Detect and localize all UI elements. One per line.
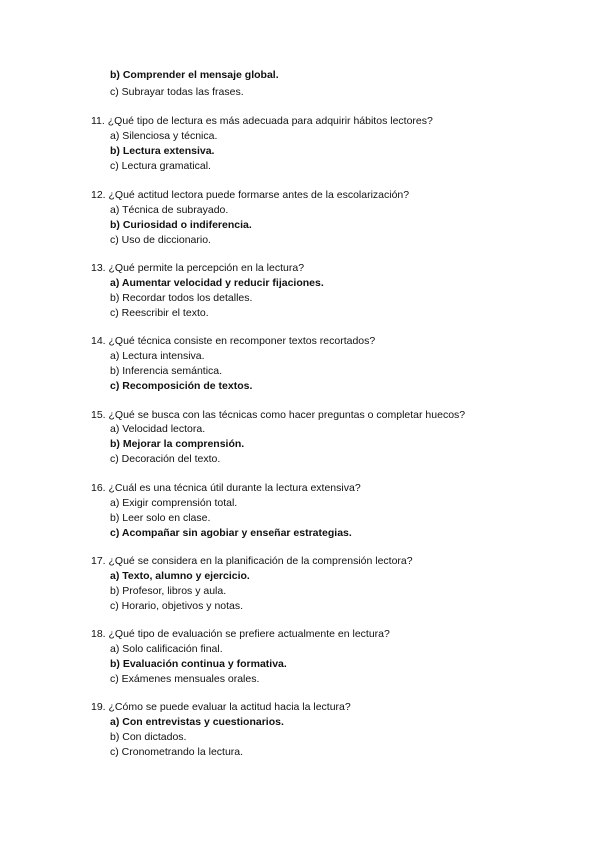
intro-option-c: c) Subrayar todas las frases.: [110, 86, 244, 98]
question-13-option-c: c) Reescribir el texto.: [110, 307, 209, 319]
question-12: 12. ¿Qué actitud lectora puede formarse antes de la escolarización?: [91, 189, 410, 201]
question-12-option-a: a) Técnica de subrayado.: [110, 204, 229, 216]
question-15: 15. ¿Qué se busca con las técnicas como hacer preguntas o completar huecos?: [91, 409, 466, 421]
question-12-option-b: b) Curiosidad o indiferencia.: [110, 219, 252, 231]
question-18-option-b: b) Evaluación continua y formativa.: [110, 658, 287, 670]
question-13-option-a: a) Aumentar velocidad y reducir fijaciones.: [110, 277, 324, 289]
question-11: 11. ¿Qué tipo de lectura es más adecuada para adquirir hábitos lectores?: [91, 115, 433, 127]
question-19-option-a: a) Con entrevistas y cuestionarios.: [110, 716, 284, 728]
question-13: 13. ¿Qué permite la percepción en la lectura?: [91, 262, 305, 274]
question-14-option-a: a) Lectura intensiva.: [110, 350, 205, 362]
intro-option-b: b) Comprender el mensaje global.: [110, 69, 279, 81]
question-19-option-c: c) Cronometrando la lectura.: [110, 746, 244, 758]
question-16: 16. ¿Cuál es una técnica útil durante la lectura extensiva?: [91, 482, 361, 494]
question-17: 17. ¿Qué se considera en la planificación de la comprensión lectora?: [91, 555, 413, 567]
question-11-option-b: b) Lectura extensiva.: [110, 145, 215, 157]
question-11-option-c: c) Lectura gramatical.: [110, 160, 211, 172]
question-14-option-c: c) Recomposición de textos.: [110, 380, 253, 392]
question-17-option-c: c) Horario, objetivos y notas.: [110, 600, 244, 612]
question-18-option-c: c) Exámenes mensuales orales.: [110, 673, 260, 685]
question-16-option-a: a) Exigir comprensión total.: [110, 497, 238, 509]
question-16-option-b: b) Leer solo en clase.: [110, 512, 211, 524]
question-14-option-b: b) Inferencia semántica.: [110, 365, 223, 377]
question-13-option-b: b) Recordar todos los detalles.: [110, 292, 253, 304]
question-11-option-a: a) Silenciosa y técnica.: [110, 130, 218, 142]
question-15-option-a: a) Velocidad lectora.: [110, 423, 206, 435]
question-17-option-a: a) Texto, alumno y ejercicio.: [110, 570, 250, 582]
question-14: 14. ¿Qué técnica consiste en recomponer textos recortados?: [91, 335, 376, 347]
question-17-option-b: b) Profesor, libros y aula.: [110, 585, 227, 597]
question-15-option-c: c) Decoración del texto.: [110, 453, 221, 465]
question-12-option-c: c) Uso de diccionario.: [110, 234, 211, 246]
question-19: 19. ¿Cómo se puede evaluar la actitud hacia la lectura?: [91, 701, 351, 713]
question-16-option-c: c) Acompañar sin agobiar y enseñar estrategias.: [110, 527, 352, 539]
question-18: 18. ¿Qué tipo de evaluación se prefiere actualmente en lectura?: [91, 628, 390, 640]
question-15-option-b: b) Mejorar la comprensión.: [110, 438, 245, 450]
question-19-option-b: b) Con dictados.: [110, 731, 187, 743]
question-18-option-a: a) Solo calificación final.: [110, 643, 223, 655]
